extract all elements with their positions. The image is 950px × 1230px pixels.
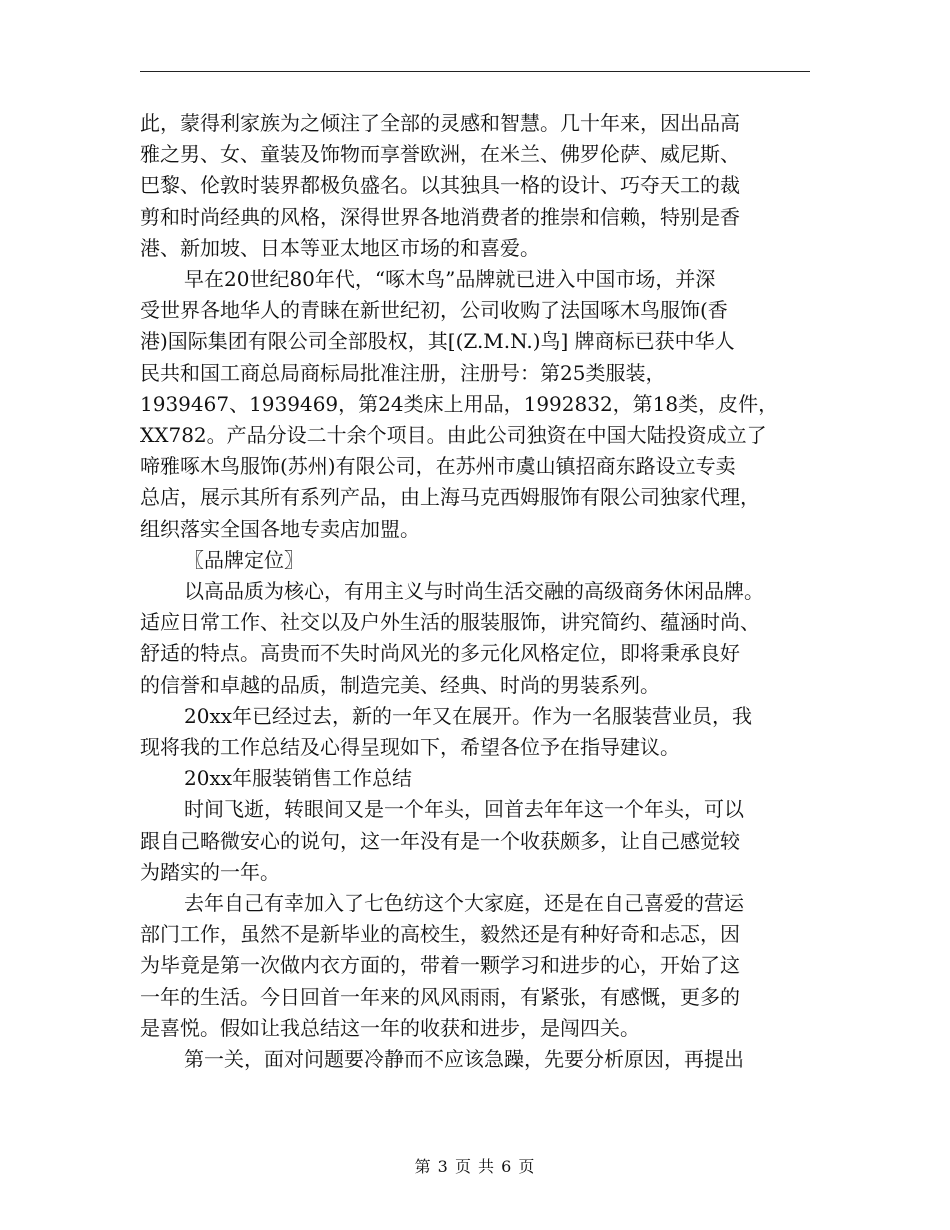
text-line: 20xx年已经过去，新的一年又在展开。作为一名服装营业员，我 [184,703,753,728]
text-line: 是喜悦。假如让我总结这一年的收获和进步，是闯四关。 [140,1015,640,1040]
text-line: 为毕竟是第一次做内衣方面的，带着一颗学习和进步的心，开始了这 [140,953,740,978]
text-line: 港、新加坡、日本等亚太地区市场的和喜爱。 [140,235,540,260]
text-line: 舒适的特点。高贵而不失时尚风光的多元化风格定位，即将秉承良好 [140,641,740,666]
text-line: XX782。产品分设二十余个项目。由此公司独资在中国大陆投资成立了 [140,423,767,448]
text-line: 剪和时尚经典的风格，深得世界各地消费者的推崇和信赖，特别是香 [140,204,740,229]
text-line: 巴黎、伦敦时装界都极负盛名。以其独具一格的设计、巧夺天工的裁 [140,173,740,198]
text-line: 组织落实全国各地专卖店加盟。 [140,516,420,541]
text-line: 去年自己有幸加入了七色纺这个大家庭，还是在自己喜爱的营运 [184,891,744,916]
text-line: 20xx年服装销售工作总结 [184,766,413,791]
text-line: 为踏实的一年。 [140,859,280,884]
text-line: 的信誉和卓越的品质，制造完美、经典、时尚的男装系列。 [140,672,660,697]
document-body [140,108,816,1075]
text-line: 总店，展示其所有系列产品，由上海马克西姆服饰有限公司独家代理， [140,485,760,510]
text-line: 跟自己略微安心的说句，这一年没有是一个收获颇多，让自己感觉较 [140,828,740,853]
page-footer: 第 3 页 共 6 页 [414,1157,536,1176]
text-line: 时间飞逝，转眼间又是一个年头，回首去年年这一个年头，可以 [184,797,744,822]
text-line: 〖品牌定位〗 [184,547,304,572]
text-line: 适应日常工作、社交以及户外生活的服装服饰，讲究简约、蕴涵时尚、 [140,610,760,635]
text-line: 啼雅啄木鸟服饰(苏州)有限公司，在苏州市虞山镇招商东路设立专卖 [140,454,736,479]
header-rule [140,71,810,72]
text-line: 1939467、1939469，第24类床上用品，1992832，第18类，皮件， [140,391,779,416]
text-line: 受世界各地华人的青睐在新世纪初，公司收购了法国啄木鸟服饰(香 [140,298,728,323]
text-line: 雅之男、女、童装及饰物而享誉欧洲，在米兰、佛罗伦萨、威尼斯、 [140,142,740,167]
text-line: 港)国际集团有限公司全部股权，其[(Z.M.N.)鸟] 牌商标已获中华人 [140,329,735,354]
text-line: 早在20世纪80年代，“啄木鸟”品牌就已进入中国市场，并深 [184,267,716,292]
text-line: 以高品质为核心，有用主义与时尚生活交融的高级商务休闲品牌。 [184,579,764,604]
text-line: 部门工作，虽然不是新毕业的高校生，毅然还是有种好奇和忐忑，因 [140,922,740,947]
text-line: 民共和国工商总局商标局批准注册，注册号：第25类服装， [140,360,666,385]
text-line: 此，蒙得利家族为之倾注了全部的灵感和智慧。几十年来，因出品高 [140,111,740,135]
text-line: 一年的生活。今日回首一年来的风风雨雨，有紧张，有感慨，更多的 [140,984,740,1009]
text-line: 第一关，面对问题要冷静而不应该急躁，先要分析原因，再提出 [184,1047,744,1072]
text-line: 现将我的工作总结及心得呈现如下，希望各位予在指导建议。 [140,735,680,760]
